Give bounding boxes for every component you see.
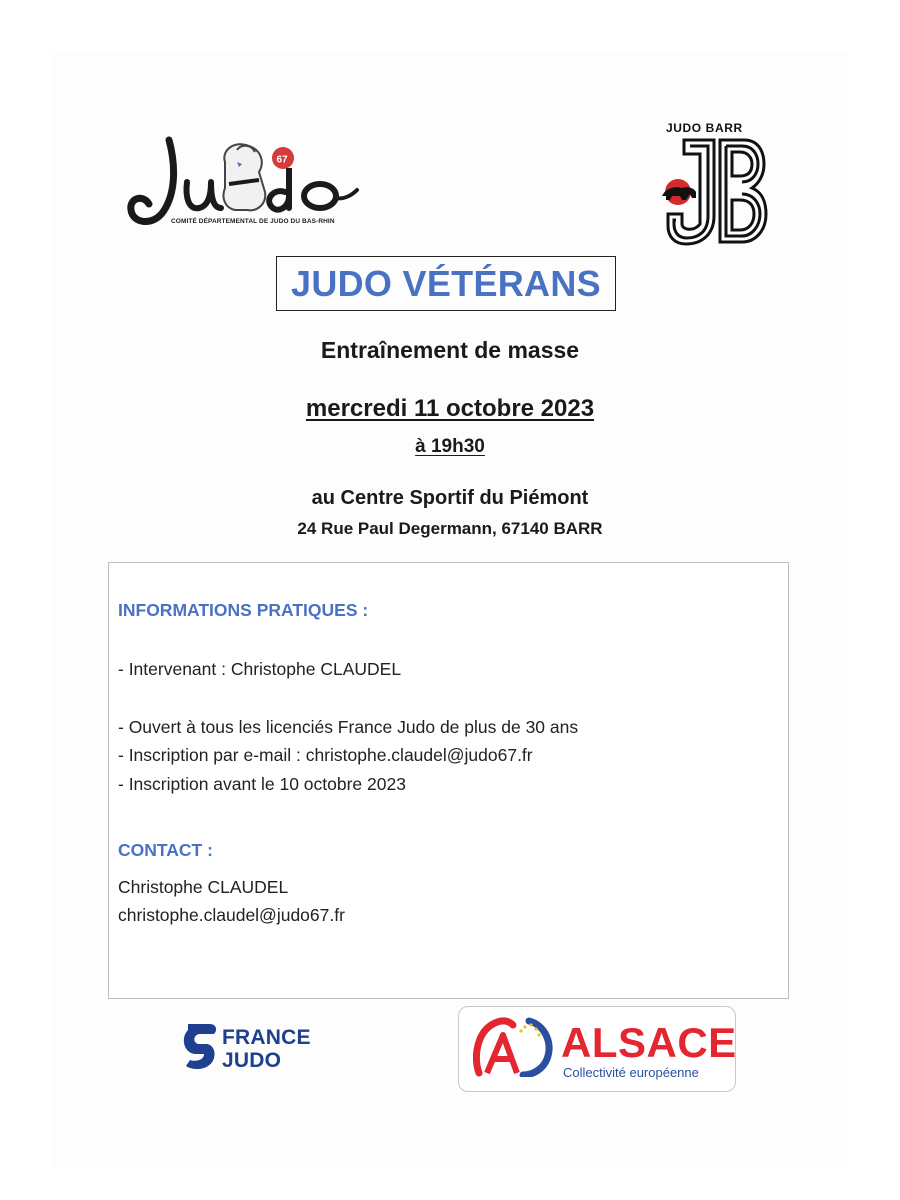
france-judo-logo xyxy=(180,1018,340,1080)
event-title-box xyxy=(276,256,616,311)
event-address: 24 Rue Paul Degermann, 67140 BARR xyxy=(297,519,603,538)
event-date: mercredi 11 octobre 2023 xyxy=(305,395,595,422)
event-venue: au Centre Sportif du Piémont xyxy=(311,487,589,509)
info-detail-deadline: - Inscription avant le 10 octobre 2023 xyxy=(118,774,406,794)
judo-wordmark-icon xyxy=(125,132,365,232)
event-title: JUDO VÉTÉRANS xyxy=(291,262,601,304)
info-detail-email: - Inscription par e-mail : christophe.claudel@judo67.fr xyxy=(118,745,533,765)
committee-logo xyxy=(125,132,365,232)
club-name: JUDO BARR xyxy=(666,121,743,135)
info-box xyxy=(108,562,789,999)
event-time: à 19h30 xyxy=(415,436,485,457)
jb-monogram-icon xyxy=(660,136,770,248)
committee-subtitle: COMITÉ DÉPARTEMENTAL DE JUDO DU BAS-RHIN xyxy=(171,218,335,225)
info-detail-open: - Ouvert à tous les licenciés France Judo de plus de 30 ans xyxy=(118,717,579,737)
contact-name: Christophe CLAUDEL xyxy=(118,877,289,897)
alsace-emblem-icon xyxy=(473,1017,557,1077)
contact-heading: CONTACT : xyxy=(118,840,213,860)
alsace-name: ALSACE xyxy=(561,1019,737,1066)
info-heading: INFORMATIONS PRATIQUES : xyxy=(118,600,369,620)
event-subtitle: Entraînement de masse xyxy=(320,337,580,363)
alsace-logo xyxy=(458,1006,736,1092)
france-judo-emblem-icon xyxy=(180,1020,220,1076)
badge-67-text: 67 xyxy=(276,154,288,166)
alsace-tagline: Collectivité européenne xyxy=(563,1065,699,1080)
info-speaker: - Intervenant : Christophe CLAUDEL xyxy=(118,659,402,679)
france-judo-line2: JUDO xyxy=(222,1049,282,1072)
contact-email: christophe.claudel@judo67.fr xyxy=(118,905,345,925)
club-logo xyxy=(660,118,770,250)
france-judo-line1: FRANCE xyxy=(222,1026,311,1049)
